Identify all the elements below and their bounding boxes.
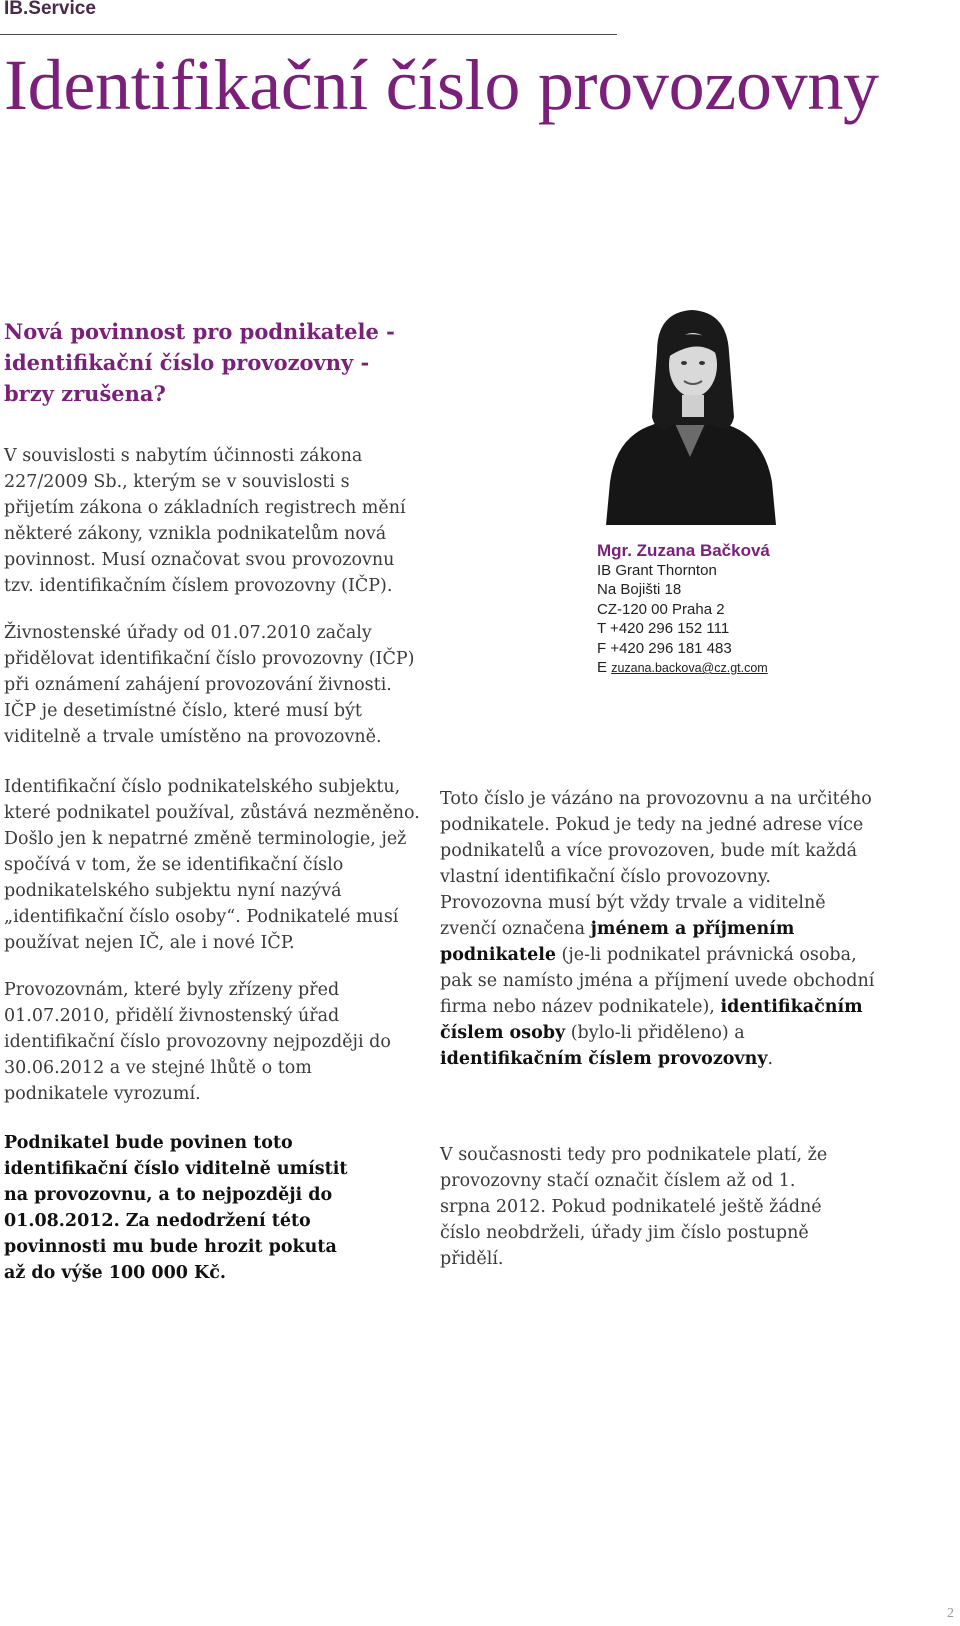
marking-text-4: . [767, 1049, 774, 1069]
contact-email-row [597, 658, 770, 679]
page-title: Identifikační číslo provozovny [4, 45, 879, 125]
paragraph-penalty: Podnikatel bude povinen toto identifikační číslo viditelně umístit na provozovnu, a to nejpozději do 01.08.2012. Za nedodržení této povinnosti mu bude hrozit pokuta až do výše 100 000 Kč. [4, 1133, 348, 1283]
contact-phone: T +420 296 152 111 [597, 620, 730, 637]
marking-ico-emph: identifikačním číslem osoby [440, 997, 863, 1043]
contact-fax: F +420 296 181 483 [597, 639, 732, 657]
contact-email-link[interactable]: zuzana.backova@cz.gt.com [611, 661, 768, 675]
paragraph-marking [440, 786, 875, 1072]
marking-text-2: (je-li podnikatel právnická osoba, pak se namísto jména a příjmení uvede obchodní firma nebo název podnikatele), [440, 945, 875, 1017]
contact-company: IB Grant Thornton [597, 561, 717, 579]
paragraph-trade-offices: Živnostenské úřady od 01.07.2010 začaly přidělovat identifikační číslo provozovny (IČP) při oznámení zahájení provozování živnosti. IČP je desetimístné číslo, které musí být viditelně a trvale umístěno na provozovně. [4, 623, 415, 747]
paragraph-deadline: Provozovnám, které byly zřízeny před 01.07.2010, přidělí živnostenský úřad identifikační číslo provozovny nejpozději do 30.06.2012 a ve stejné lhůtě o tom podnikatele vyrozumí. [4, 980, 391, 1104]
paragraph-intro: V souvislosti s nabytím účinnosti zákona 227/2009 Sb., kterým se v souvislosti s přijetím zákona o základních registrech mění některé zákony, vznikla podnikatelům nová povinnost. Musí označovat svou provozovnu tzv. identifikačním číslem provozovny (IČP). [4, 446, 406, 596]
contact-street: Na Bojišti 18 [597, 581, 682, 598]
contact-card [597, 541, 770, 679]
marking-text-1: Toto číslo je vázáno na provozovnu a na určitého podnikatele. Pokud je tedy na jedné adrese více podnikatelů a více provozoven, bude mít každá vlastní identifikační číslo provozovny. Provozovna musí být vždy trvale a viditelně zvenčí označena [440, 789, 872, 939]
brand-label: IB.Service [4, 0, 96, 19]
marking-name-emph: jménem a příjmením podnikatele [440, 919, 795, 965]
page-number: 2 [947, 1606, 954, 1621]
paragraph-current: V současnosti tedy pro podnikatele platí, že provozovny stačí označit číslem až od 1. srpna 2012. Pokud podnikatelé ještě žádné číslo neobdrželi, úřady jim číslo postupně přidělí. [440, 1145, 828, 1269]
header-rule [0, 34, 617, 35]
subheading: Nová povinnost pro podnikatele - identifikační číslo provozovny - brzy zrušena? [4, 319, 395, 406]
contact-name: Mgr. Zuzana Bačková [597, 541, 770, 560]
marking-icp-emph: identifikačním číslem provozovny [440, 1049, 768, 1069]
marking-text-3: (bylo-li přiděleno) a [565, 1023, 745, 1043]
contact-city: CZ-120 00 Praha 2 [597, 600, 725, 618]
paragraph-terminology: Identifikační číslo podnikatelského subjektu, které podnikatel používal, zůstává nezměněno. Došlo jen k nepatrné změně terminologie, jež spočívá v tom, že se identifikační číslo podnikatelského subjektu nyní nazývá „identifikační číslo osoby“. Podnikatelé musí používat nejen IČ, ale i nové IČP. [4, 777, 420, 953]
author-photo [602, 307, 778, 525]
email-prefix: E [597, 659, 612, 676]
